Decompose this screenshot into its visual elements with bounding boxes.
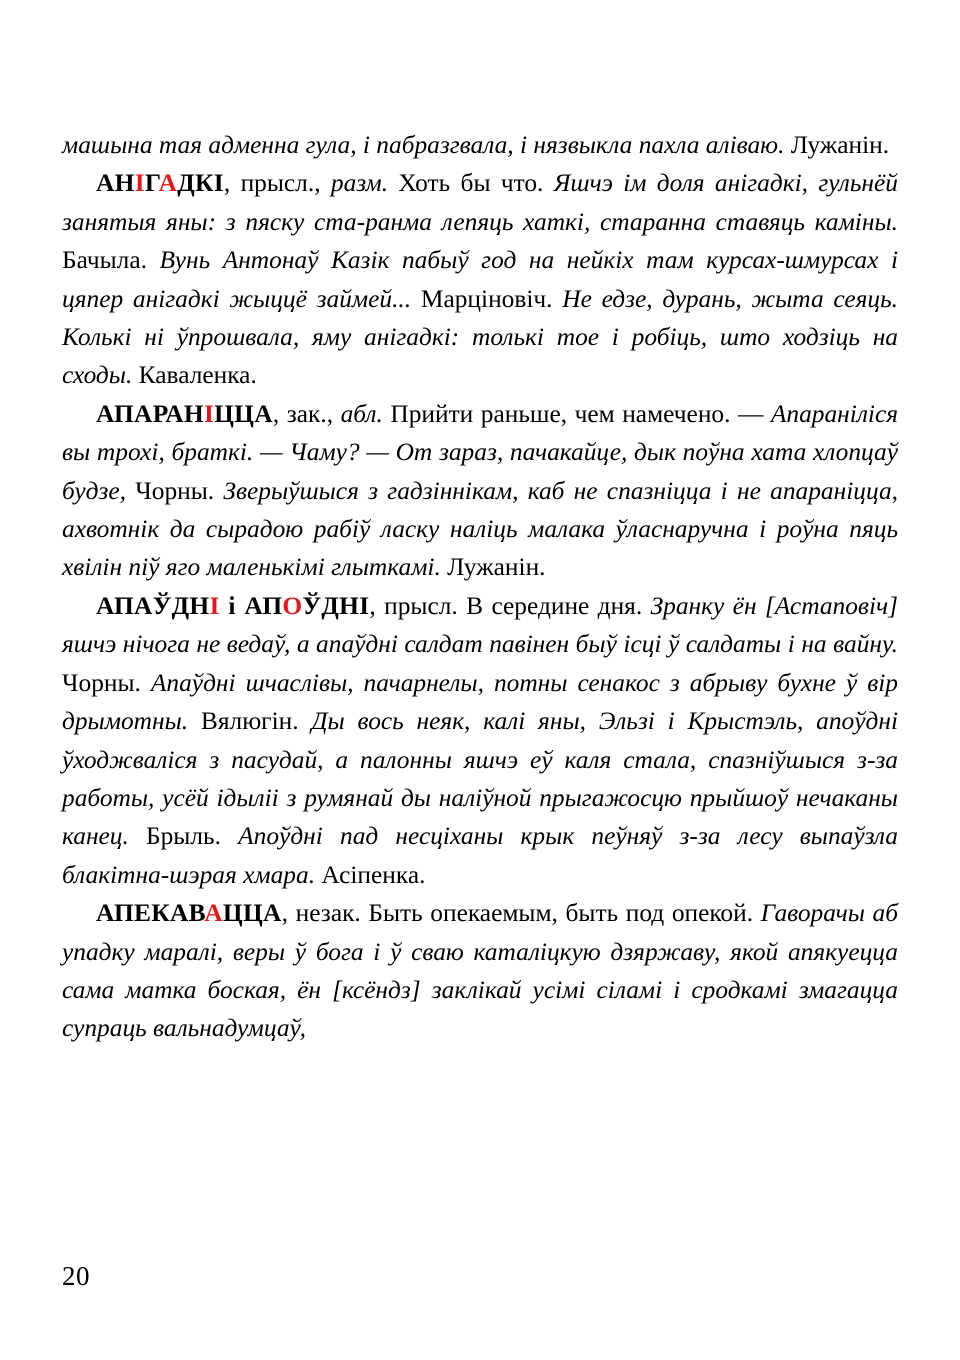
stress-letter: А <box>204 899 223 928</box>
definition-text: Прийти раньше, чем намечено. — <box>382 399 771 428</box>
source-attribution: Лужанін. <box>440 553 546 582</box>
source-attribution: Чорны. <box>62 668 151 697</box>
example-text: Апаўдні шчаслівы, пачарнелы, потны сенакос з абрыву бухне ў вір дрымотны. <box>62 668 898 736</box>
example-text: Апараніліся вы трохі, браткі. — Чаму? — От зараз, пачакайце, дык поўна хата хлопцаў будзе, <box>62 399 899 505</box>
stress-letter: А <box>158 169 178 198</box>
source-attribution: Каваленка. <box>132 361 257 390</box>
grammar-label: , зак., <box>272 399 341 428</box>
source-attribution: Асіпенка. <box>315 860 426 889</box>
stress-letter: О <box>282 591 303 620</box>
definition-text: Хоть бы что. <box>388 169 554 198</box>
headword-apaudni <box>96 592 369 620</box>
stress-letter: І <box>209 591 220 620</box>
source-attribution: Марціновіч. <box>411 284 563 313</box>
example-text: Гаворачы аб упадку маралі, веры ў бога і ў сваю каталіцкую дзяржаву, якой апякуецца сама матка боская, ён [ксёндз] заклікай усімі сіламі і сродкамі змагацца супраць вальнадумцаў, <box>62 899 898 1043</box>
definition-text: В середине дня. <box>457 591 651 620</box>
headword-segment: ДКІ <box>177 169 224 198</box>
source-attribution: Брыль. <box>128 822 239 851</box>
source-attribution: Вялюгін. <box>188 707 312 736</box>
source-attribution: Лужанін. <box>784 131 890 159</box>
example-text: Вунь Антонаў Казік пабыў год на нейкіх там курсах-шмурсах і цяпер анігадкі жыццё займей... <box>62 246 898 313</box>
definition-text: Быть опекаемым, быть под опекой. <box>360 899 761 928</box>
source-attribution: Чорны. <box>126 476 224 505</box>
headword-segment: ЦЦА <box>214 399 273 428</box>
stress-letter: І <box>203 399 215 428</box>
source-attribution: Бачыла. <box>62 246 160 275</box>
headword-segment: і АП <box>219 591 283 620</box>
headword-segment: АПАЎДН <box>96 591 210 620</box>
dictionary-entry-anihadki <box>62 164 898 394</box>
grammar-label: , прысл., <box>223 169 331 198</box>
headword-segment: Г <box>144 169 159 198</box>
example-text: машына тая адменна гула, і пабразгвала, і нязвыкла пахла аліваю. <box>62 131 785 159</box>
headword-anihadki <box>96 169 224 197</box>
example-text: Зверыўшыся з гадзіннікам, каб не спазніцца і не апараніцца, ахвотнік да сырадою рабіў ласку наліць малака ўласнаручна і роўна пяць хвілін піў яго маленькімі глыткамі. <box>62 476 898 582</box>
headword-segment: ЦЦА <box>222 899 282 928</box>
headword-apekavatstsa <box>96 899 282 927</box>
headword-segment: АН <box>96 169 135 198</box>
grammar-label: , незак. <box>281 899 361 928</box>
headword-segment: ЎДНІ <box>302 591 370 620</box>
headword-segment: АПЕКАВ <box>96 899 205 928</box>
example-text: Зранку ён [Астаповіч] яшчэ нічога не ведаў, а апаўдні салдат павінен быў ісці ў салдаты і на вайну. <box>62 591 898 659</box>
example-text: Яшчэ ім доля анігадкі, гульнёй занятыя яны: з пяску ста-ранма лепяць хаткі, старанна ставяць каміны. <box>62 169 898 236</box>
headword-aparanitstsa <box>96 400 273 428</box>
text-column <box>62 126 898 1048</box>
usage-label: абл. <box>340 399 383 428</box>
grammar-label: , прысл. <box>369 591 458 620</box>
dictionary-entry-apekavatstsa <box>62 894 898 1048</box>
dictionary-entry-apaudni <box>62 587 898 894</box>
dictionary-entry-aparanitstsa <box>62 395 898 587</box>
example-text: Не едзе, дурань, жыта сеяць. Колькі ні ўпрошвала, яму анігадкі: толькі тое і робіць, што ходзіць на сходы. <box>62 284 899 390</box>
stress-letter: І <box>134 169 145 198</box>
headword-segment: АПАРАН <box>96 399 204 428</box>
example-text: Апоўдні пад несціханы крык пеўняў з-за лесу выпаўзла блакітна-шэрая хмара. <box>62 822 898 889</box>
page-number: 20 <box>62 1261 90 1291</box>
usage-label: разм. <box>330 169 389 198</box>
example-text: Ды вось неяк, калі яны, Эльзі і Крыстэль, апоўдні ўходжваліся з пасудай, а палонны яшчэ еў каля стала, спазніўшыся з-за работы, усёй ідыліі з румянай ды наліўной прыгажосцю прыйшоў нечаканы канец. <box>62 707 898 851</box>
paragraph-continuation <box>62 126 898 164</box>
